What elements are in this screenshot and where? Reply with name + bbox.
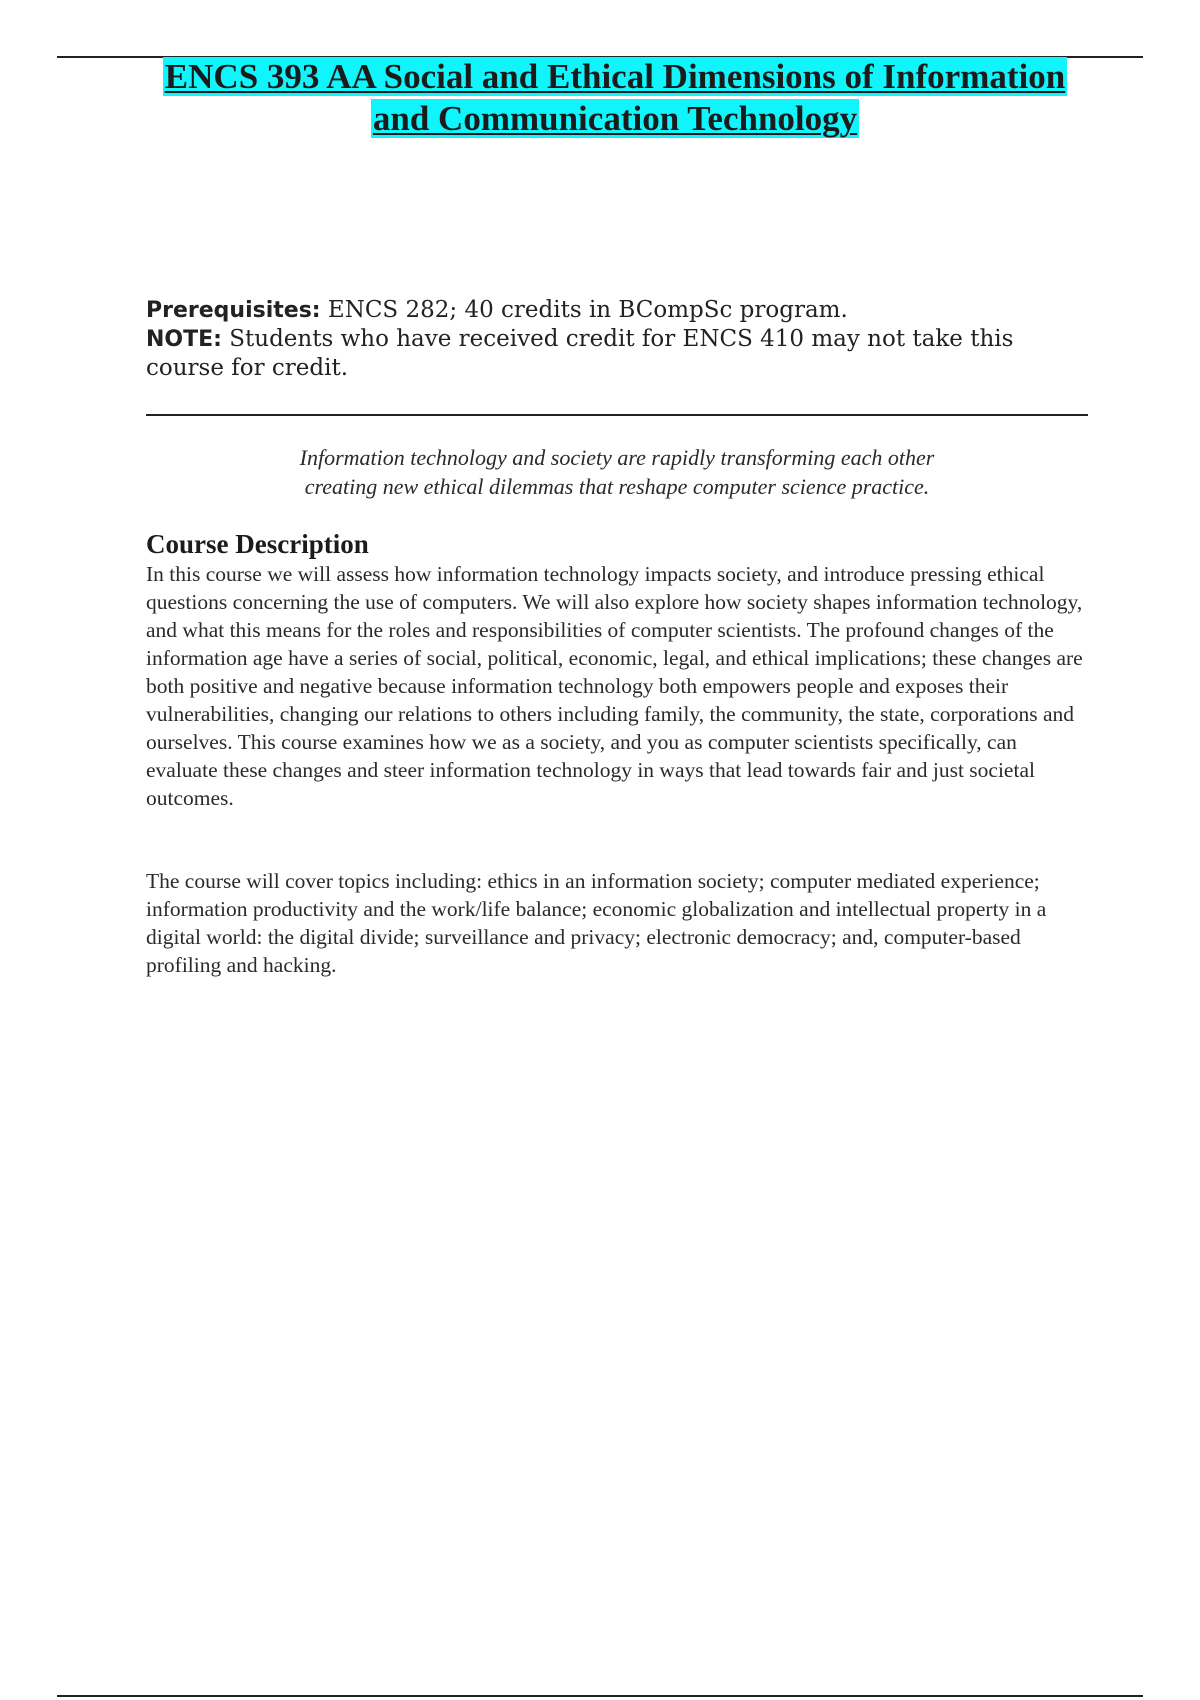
course-description-heading: Course Description	[146, 529, 369, 559]
document-title	[140, 56, 1090, 140]
note-label: NOTE:	[146, 327, 222, 352]
prerequisites-label: Prerequisites:	[146, 298, 321, 323]
course-description-paragraph-1: In this course we will assess how information technology impacts society, and introduce pressing ethical questions concerning the use of computers. We will also explore how society shapes information technology, and what this means for the roles and responsibilities of computer scientists. The profound changes of the information age have a series of social, political, economic, legal, and ethical implications; these changes are both positive and negative because information technology both empowers people and exposes their vulnerabilities, changing our relations to others including family, the community, the state, corporations and ourselves. This course examines how we as a society, and you as computer scientists specifically, can evaluate these changes and steer information technology in ways that lead towards fair and just societal outcomes.	[146, 562, 1083, 810]
prerequisites-line	[146, 296, 1076, 325]
note-line	[146, 325, 1076, 383]
note-text: Students who have received credit for ENCS 410 may not take this course for credit.	[146, 326, 1014, 381]
quote-line-1: Information technology and society are rapidly transforming each other	[299, 445, 935, 470]
bottom-rule	[57, 1695, 1143, 1697]
epigraph-quote	[146, 443, 1088, 501]
quote-line-2: creating new ethical dilemmas that reshape computer science practice.	[304, 474, 930, 499]
section-divider	[146, 414, 1088, 416]
course-description-paragraph-2: The course will cover topics including: ethics in an information society; computer mediated experience; information productivity and the work/life balance; economic globalization and intellectual property in a digital world: the digital divide; surveillance and privacy; electronic democracy; and, computer-based profiling and hacking.	[146, 869, 1047, 977]
prerequisites-block	[146, 296, 1076, 383]
prerequisites-text: ENCS 282; 40 credits in BCompSc program.	[320, 297, 848, 323]
document-title-text: ENCS 393 AA Social and Ethical Dimensions of Information and Communication Technology	[164, 57, 1066, 138]
